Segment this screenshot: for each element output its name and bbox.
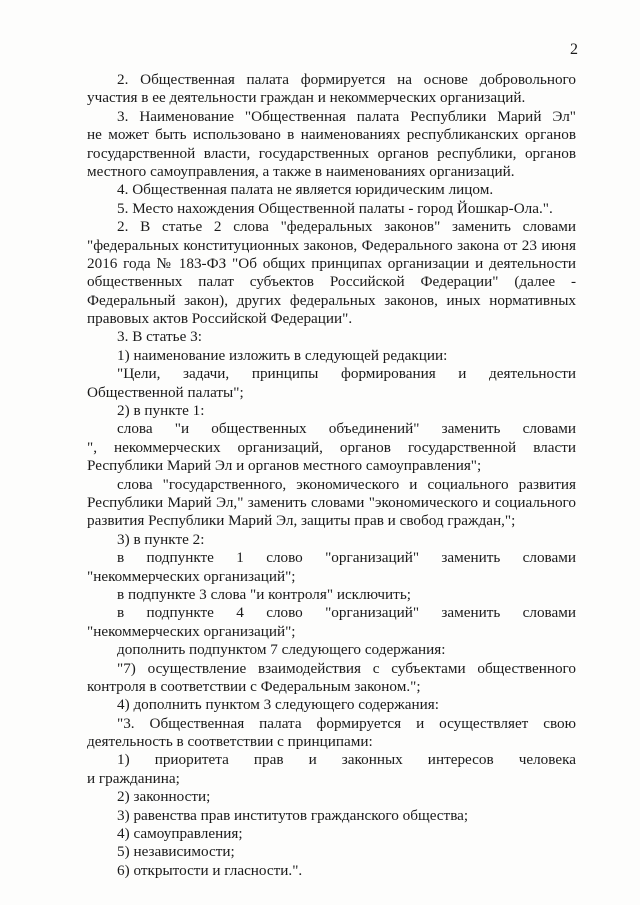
text-line: в подпункте 4 слово "организаций" заменить словами	[117, 604, 576, 622]
text-line: в подпункте 1 слово "организаций" заменить словами	[117, 549, 576, 567]
text-line: 5. Место нахождения Общественной палаты - город Йошкар-Ола.".	[117, 199, 553, 217]
text-line: 2016 года № 183-ФЗ "Об общих принципах организации и деятельности	[87, 254, 576, 272]
text-line: слова "государственного, экономического и социального развития	[117, 475, 576, 493]
text-line: ", некоммерческих организаций, органов государственной власти	[87, 438, 576, 456]
text-line: 3) равенства прав институтов гражданского общества;	[117, 806, 469, 824]
text-line: общественных палат субъектов Российской Федерации" (далее -	[87, 273, 576, 291]
text-line: 1) наименование изложить в следующей редакции:	[117, 346, 448, 364]
text-line: участия в ее деятельности граждан и некоммерческих организаций.	[87, 89, 526, 107]
text-line: "3. Общественная палата формируется и осуществляет свою	[117, 714, 576, 732]
text-line: 4) самоуправления;	[117, 825, 243, 843]
text-line: 3) в пункте 2:	[117, 530, 205, 548]
text-line: в подпункте 3 слова "и контроля" исключить;	[117, 585, 411, 603]
document-body	[87, 71, 576, 880]
text-line: "некоммерческих организаций";	[87, 622, 296, 640]
text-line: "7) осуществление взаимодействия с субъектами общественного	[117, 659, 576, 677]
text-line: правовых актов Российской Федерации".	[87, 310, 353, 328]
text-line: слова "и общественных объединений" заменить словами	[117, 420, 576, 438]
text-line: 2) законности;	[117, 788, 211, 806]
text-line: 4) дополнить пунктом 3 следующего содержания:	[117, 696, 439, 714]
text-line: 1) приоритета прав и законных интересов человека	[117, 751, 576, 769]
text-line: 5) независимости;	[117, 843, 235, 861]
text-line: 3. Наименование "Общественная палата Республики Марий Эл"	[117, 107, 576, 125]
text-line: Республики Марий Эл и органов местного самоуправления";	[87, 457, 482, 475]
text-line: "некоммерческих организаций";	[87, 567, 296, 585]
text-line: 6) открытости и гласности.".	[117, 861, 303, 879]
text-line: Федеральный закон), других федеральных законов, иных нормативных	[87, 291, 576, 309]
text-line: "федеральных конституционных законов, Федерального закона от 23 июня	[87, 236, 576, 254]
text-line: местного самоуправления, а также в наименованиях организаций.	[87, 162, 515, 180]
text-line: и гражданина;	[87, 769, 180, 787]
text-line: Общественной палаты";	[87, 383, 244, 401]
text-line: 2. Общественная палата формируется на основе добровольного	[117, 71, 576, 88]
text-line: дополнить подпунктом 7 следующего содержания:	[117, 641, 446, 659]
text-line: "Цели, задачи, принципы формирования и деятельности	[117, 365, 576, 383]
text-line: 2. В статье 2 слова "федеральных законов" заменить словами	[117, 218, 576, 236]
text-line: 4. Общественная палата не является юридическим лицом.	[117, 181, 494, 199]
text-line: развития Республики Марий Эл, защиты прав и свобод граждан,";	[87, 512, 516, 530]
text-line: государственной власти, государственных органов республики, органов	[87, 144, 576, 162]
text-line: Республики Марий Эл," заменить словами "экономического и социального	[87, 493, 576, 511]
text-line: деятельность в соответствии с принципами:	[87, 733, 373, 751]
text-line: 3. В статье 3:	[117, 328, 202, 346]
text-line: контроля в соответствии с Федеральным законом.";	[87, 677, 421, 695]
text-line: не может быть использовано в наименованиях республиканских органов	[87, 126, 576, 144]
text-line: 2) в пункте 1:	[117, 402, 205, 420]
page-number: 2	[570, 41, 578, 58]
